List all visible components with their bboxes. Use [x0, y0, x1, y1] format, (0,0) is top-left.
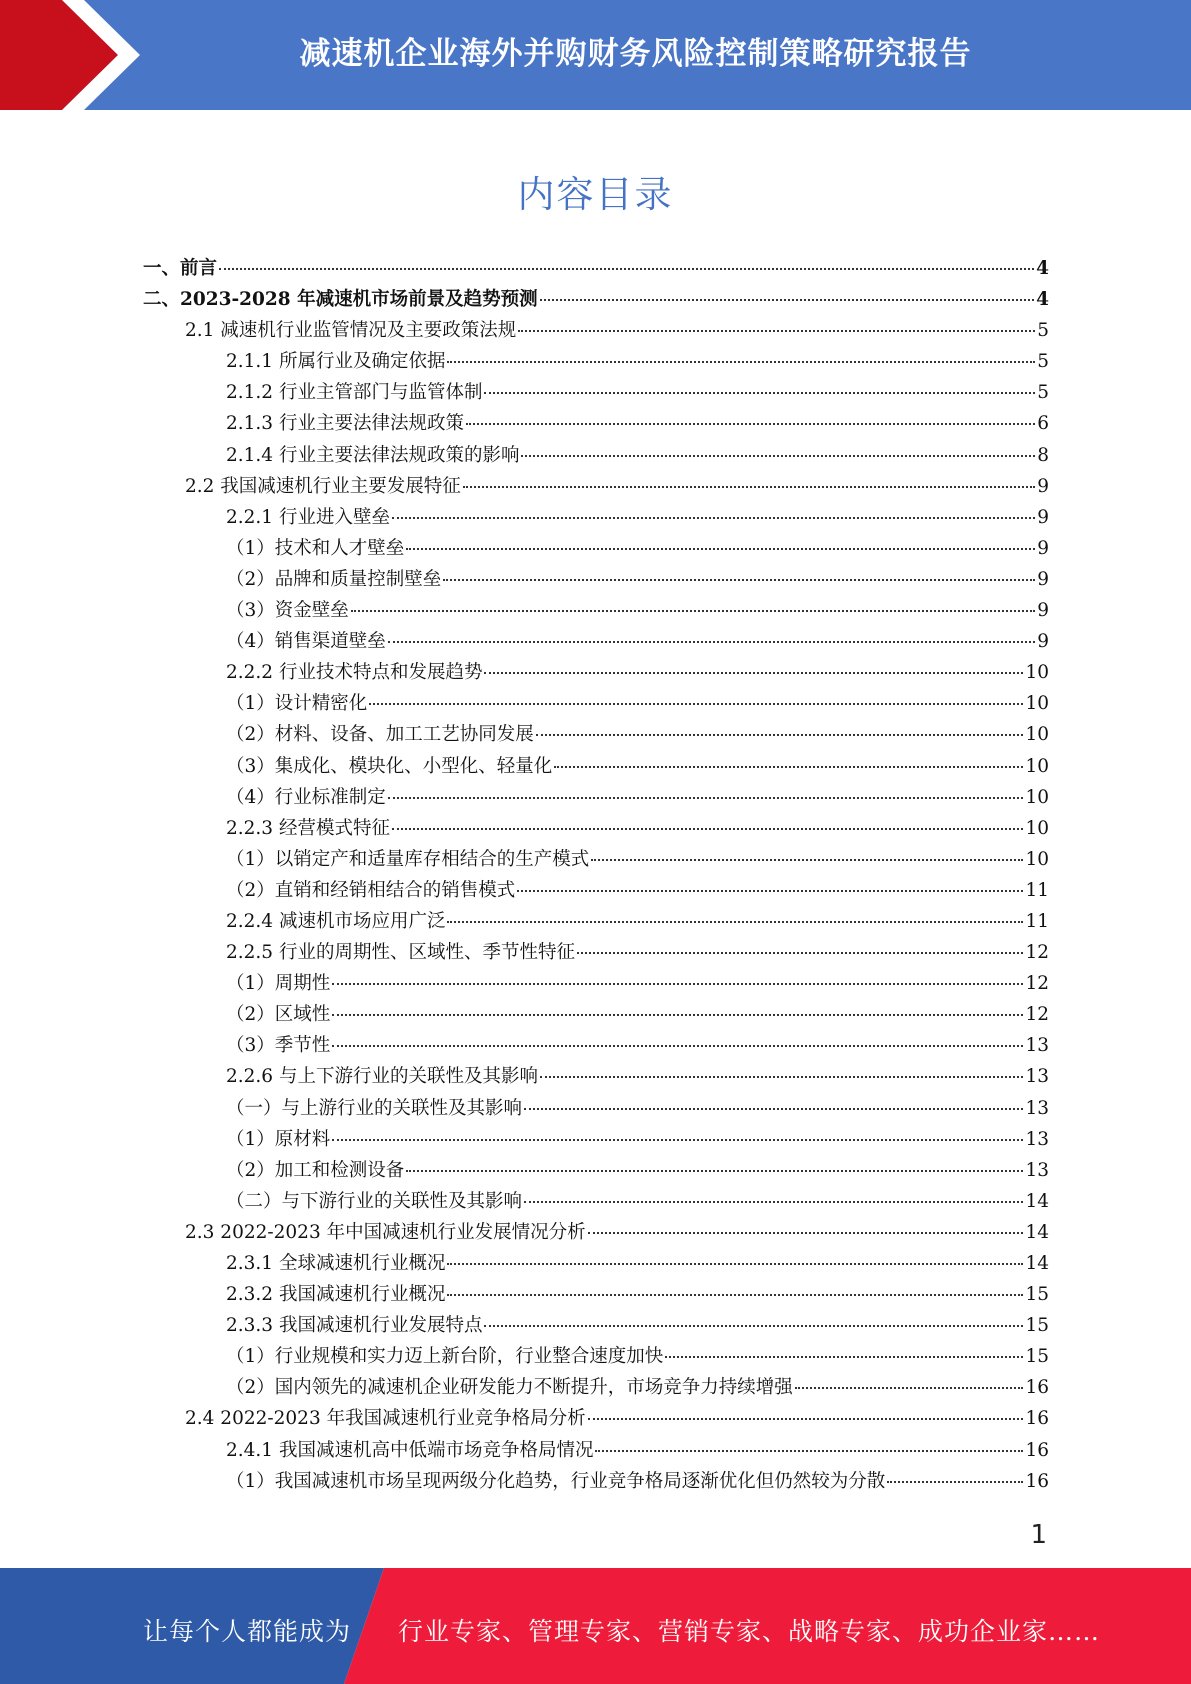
toc-entry-label: 2.1.3 行业主要法律法规政策: [226, 413, 464, 435]
toc-entry-label: 2.4 2022-2023 年我国减速机行业竞争格局分析: [185, 1408, 586, 1430]
toc-dot-leader: [447, 361, 1035, 363]
toc-dot-leader: [518, 330, 1035, 332]
toc-entry-label: （二）与下游行业的关联性及其影响: [226, 1190, 523, 1212]
toc-dot-leader: [351, 610, 1035, 612]
toc-entry-label: 2.2.1 行业进入壁垒: [226, 506, 390, 528]
toc-entry-label: （2）国内领先的减速机企业研发能力不断提升，市场竞争力持续增强: [226, 1377, 793, 1399]
toc-entry-page: 9: [1037, 600, 1049, 622]
toc-entry-label: 2.2.5 行业的周期性、区域性、季节性特征: [226, 942, 575, 964]
toc-entry-page: 13: [1025, 1159, 1049, 1181]
toc-entry[interactable]: [143, 565, 1049, 596]
toc-entry-page: 13: [1025, 1035, 1049, 1057]
toc-entry[interactable]: [143, 1094, 1049, 1125]
toc-entry-page: 6: [1037, 413, 1049, 435]
toc-dot-leader: [463, 486, 1035, 488]
toc-entry[interactable]: [143, 1467, 1049, 1498]
toc-dot-leader: [443, 579, 1035, 581]
footer-slogan-right: 行业专家、管理专家、营销专家、战略专家、成功企业家……: [398, 1617, 1101, 1646]
toc-entry-label: （4）行业标准制定: [226, 786, 386, 808]
toc-entry[interactable]: [143, 534, 1049, 565]
toc-entry[interactable]: [143, 1156, 1049, 1187]
toc-entry-page: 16: [1025, 1470, 1049, 1492]
toc-dot-leader: [577, 952, 1023, 954]
header-band: [0, 0, 1191, 110]
toc-entry-label: （2）品牌和质量控制壁垒: [226, 568, 442, 590]
toc-dot-leader: [540, 1076, 1023, 1078]
toc-entry[interactable]: [143, 347, 1049, 378]
toc-entry-label: （1）我国减速机市场呈现两级分化趋势，行业竞争格局逐渐优化但仍然较为分散: [226, 1470, 886, 1492]
toc-entry-label: （2）直销和经销相结合的销售模式: [226, 879, 516, 901]
toc-entry-label: 2.3.1 全球减速机行业概况: [226, 1253, 446, 1274]
toc-entry-label: （一）与上游行业的关联性及其影响: [226, 1097, 523, 1119]
toc-entry[interactable]: [143, 876, 1049, 907]
toc-entry-label: （2）材料、设备、加工工艺协同发展: [226, 724, 534, 746]
toc-entry-label: 2.2 我国减速机行业主要发展特征: [185, 475, 461, 497]
toc-dot-leader: [588, 1418, 1024, 1420]
toc-entry-label: （1）技术和人才壁垒: [226, 537, 405, 559]
toc-dot-leader: [588, 1232, 1024, 1234]
toc-entry-page: 10: [1025, 693, 1049, 715]
toc-entry-page: 15: [1025, 1284, 1049, 1306]
toc-dot-leader: [219, 268, 1034, 270]
toc-entry[interactable]: [143, 503, 1049, 534]
toc-entry[interactable]: [143, 472, 1049, 503]
toc-entry-label: 2.1.4 行业主要法律法规政策的影响: [226, 444, 520, 466]
toc-entry[interactable]: [143, 378, 1049, 409]
document-title: 减速机企业海外并购财务风险控制策略研究报告: [299, 36, 972, 72]
footer-band: [0, 1568, 1191, 1684]
toc-entry-page: 12: [1025, 1004, 1049, 1026]
toc-entry-page: 9: [1037, 537, 1049, 559]
footer-slogan-left: 让每个人都能成为: [143, 1617, 352, 1646]
toc-entry[interactable]: [143, 441, 1049, 472]
toc-entry-label: 2.2.3 经营模式特征: [226, 817, 390, 839]
toc-dot-leader: [406, 548, 1035, 550]
toc-dot-leader: [447, 1263, 1023, 1265]
toc-entry-label: （1）周期性: [226, 973, 331, 995]
toc-dot-leader: [406, 1170, 1023, 1172]
toc-dot-leader: [521, 455, 1035, 457]
toc-entry-page: 10: [1025, 755, 1049, 777]
toc-entry[interactable]: [143, 627, 1049, 658]
toc-dot-leader: [332, 983, 1023, 985]
toc-entry[interactable]: [143, 1280, 1049, 1311]
toc-entry-page: 13: [1025, 1066, 1049, 1088]
toc-dot-leader: [795, 1387, 1024, 1389]
toc-entry-label: 2.2.6 与上下游行业的关联性及其影响: [226, 1066, 538, 1088]
toc-entry-label: 二、2023-2028 年减速机市场前景及趋势预测: [143, 289, 538, 311]
toc-entry[interactable]: [143, 720, 1049, 751]
toc-dot-leader: [369, 703, 1023, 705]
toc-dot-leader: [591, 859, 1023, 861]
toc-entry-page: 10: [1025, 786, 1049, 808]
toc-entry-label: （1）设计精密化: [226, 693, 368, 715]
toc-dot-leader: [332, 1045, 1023, 1047]
toc-dot-leader: [887, 1481, 1023, 1483]
toc-entry-label: （1）以销定产和适量库存相结合的生产模式: [226, 848, 590, 870]
toc-dot-leader: [392, 828, 1023, 830]
toc-entry[interactable]: [143, 1342, 1049, 1373]
toc-entry[interactable]: [143, 1000, 1049, 1031]
toc-entry-page: 9: [1037, 475, 1049, 497]
toc-entry[interactable]: [143, 409, 1049, 440]
toc-entry-label: 2.1 减速机行业监管情况及主要政策法规: [185, 320, 517, 342]
toc-dot-leader: [524, 1201, 1023, 1203]
toc-entry-label: （3）集成化、模块化、小型化、轻量化: [226, 755, 553, 777]
toc-entry-page: 12: [1025, 973, 1049, 995]
toc-entry-page: 14: [1025, 1190, 1049, 1212]
toc-dot-leader: [388, 641, 1035, 643]
toc-dot-leader: [517, 890, 1023, 892]
toc-entry-page: 5: [1037, 351, 1049, 373]
toc-entry[interactable]: [143, 845, 1049, 876]
toc-entry-page: 5: [1037, 382, 1049, 404]
toc-dot-leader: [447, 921, 1023, 923]
toc-entry[interactable]: [143, 907, 1049, 938]
toc-entry-page: 14: [1025, 1221, 1049, 1243]
toc-entry-label: （4）销售渠道壁垒: [226, 631, 386, 653]
toc-entry-label: 2.2.2 行业技术特点和发展趋势: [226, 662, 483, 684]
toc-entry-label: 2.3.2 我国减速机行业概况: [226, 1284, 446, 1306]
toc-entry-label: （3）资金壁垒: [226, 600, 349, 622]
toc-entry[interactable]: [143, 596, 1049, 627]
toc-entry-page: 14: [1025, 1253, 1049, 1274]
toc-entry-page: 10: [1025, 848, 1049, 870]
table-of-contents: [143, 254, 1049, 1498]
toc-dot-leader: [595, 1450, 1023, 1452]
toc-entry[interactable]: [143, 1187, 1049, 1218]
toc-entry-page: 12: [1025, 942, 1049, 964]
toc-entry-page: 15: [1025, 1315, 1049, 1337]
toc-entry[interactable]: [143, 254, 1049, 285]
toc-dot-leader: [536, 734, 1024, 736]
toc-heading: 内容目录: [517, 173, 674, 216]
toc-entry-label: 2.1.1 所属行业及确定依据: [226, 351, 446, 373]
toc-entry-page: 16: [1025, 1377, 1049, 1399]
toc-entry-label: （1）行业规模和实力迈上新台阶，行业整合速度加快: [226, 1346, 664, 1368]
toc-entry[interactable]: [143, 285, 1049, 316]
toc-dot-leader: [447, 1294, 1023, 1296]
toc-entry-page: 9: [1037, 568, 1049, 590]
toc-dot-leader: [524, 1108, 1023, 1110]
toc-entry-page: 9: [1037, 631, 1049, 653]
toc-entry-label: （2）区域性: [226, 1004, 331, 1026]
toc-dot-leader: [332, 1014, 1023, 1016]
toc-entry-label: 2.3.3 我国减速机行业发展特点: [226, 1315, 483, 1337]
toc-entry[interactable]: [143, 1062, 1049, 1093]
toc-entry-label: 一、前言: [143, 258, 218, 279]
toc-entry-page: 15: [1025, 1346, 1049, 1368]
toc-entry-page: 13: [1025, 1128, 1049, 1150]
toc-entry[interactable]: [143, 658, 1049, 689]
toc-dot-leader: [388, 797, 1024, 799]
toc-entry-page: 10: [1025, 817, 1049, 839]
toc-entry-label: 2.3 2022-2023 年中国减速机行业发展情况分析: [185, 1221, 586, 1243]
page-number: 1: [1030, 1520, 1047, 1550]
toc-entry-label: 2.2.4 减速机市场应用广泛: [226, 910, 446, 932]
toc-dot-leader: [466, 423, 1035, 425]
toc-dot-leader: [484, 392, 1035, 394]
toc-dot-leader: [540, 299, 1035, 301]
toc-dot-leader: [484, 1325, 1023, 1327]
toc-entry-label: 2.4.1 我国减速机高中低端市场竞争格局情况: [226, 1439, 594, 1461]
toc-entry[interactable]: [143, 1125, 1049, 1156]
toc-entry-label: （3）季节性: [226, 1035, 331, 1057]
toc-entry-label: （2）加工和检测设备: [226, 1159, 405, 1181]
toc-entry[interactable]: [143, 689, 1049, 720]
toc-entry-page: 10: [1025, 662, 1049, 684]
toc-entry[interactable]: [143, 752, 1049, 783]
toc-entry[interactable]: [143, 969, 1049, 1000]
toc-entry[interactable]: [143, 814, 1049, 845]
toc-entry[interactable]: [143, 938, 1049, 969]
toc-entry[interactable]: [143, 783, 1049, 814]
toc-entry-label: 2.1.2 行业主管部门与监管体制: [226, 382, 483, 404]
toc-dot-leader: [332, 1139, 1023, 1141]
toc-entry[interactable]: [143, 1031, 1049, 1062]
toc-entry-page: 16: [1025, 1439, 1049, 1461]
toc-dot-leader: [484, 672, 1023, 674]
toc-entry[interactable]: [143, 1218, 1049, 1249]
toc-entry-page: 9: [1037, 506, 1049, 528]
toc-dot-leader: [554, 766, 1023, 768]
toc-entry-page: 8: [1037, 444, 1049, 466]
toc-entry-page: 4: [1036, 258, 1049, 279]
toc-entry-page: 13: [1025, 1097, 1049, 1119]
toc-entry-page: 11: [1025, 879, 1049, 901]
toc-dot-leader: [392, 517, 1035, 519]
toc-entry-page: 4: [1036, 289, 1049, 311]
toc-entry-label: （1）原材料: [226, 1128, 331, 1150]
toc-entry[interactable]: [143, 316, 1049, 347]
toc-entry[interactable]: [143, 1373, 1049, 1404]
toc-entry[interactable]: [143, 1436, 1049, 1467]
toc-entry-page: 10: [1025, 724, 1049, 746]
toc-dot-leader: [665, 1356, 1023, 1358]
toc-entry-page: 11: [1025, 910, 1049, 932]
toc-entry[interactable]: [143, 1249, 1049, 1280]
toc-entry-page: 16: [1025, 1408, 1049, 1430]
toc-entry[interactable]: [143, 1311, 1049, 1342]
toc-entry-page: 5: [1037, 320, 1049, 342]
toc-entry[interactable]: [143, 1404, 1049, 1435]
